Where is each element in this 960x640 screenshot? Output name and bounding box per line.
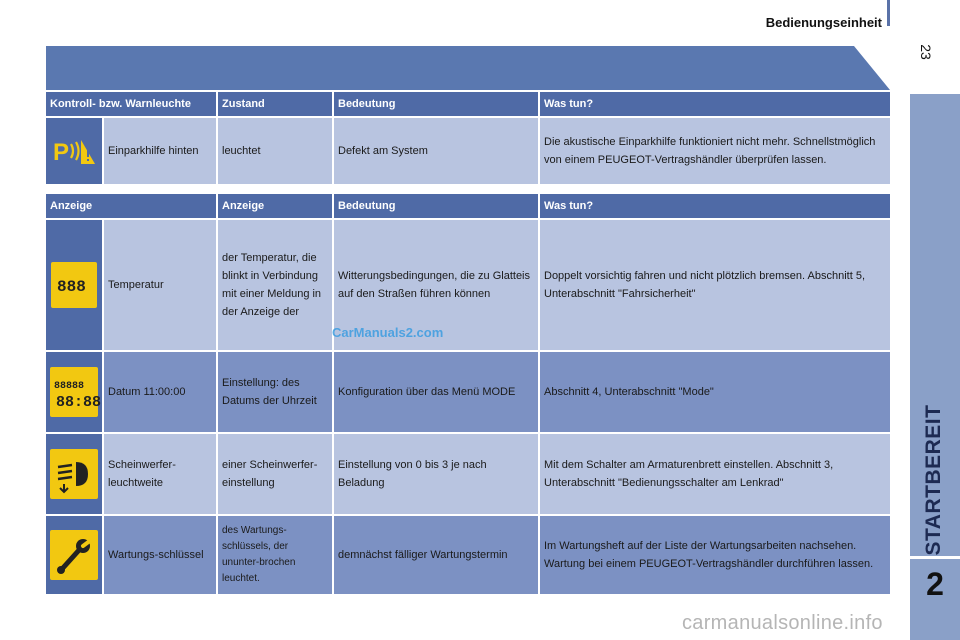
table1-header-row [46,92,890,116]
section-number: 2 [926,566,944,602]
row-label: Einparkhilfe hinten [104,118,218,184]
svg-text:88:88: 88:88 [56,394,102,411]
table-row [46,220,890,350]
row-state: Einstellung: des Datums der Uhrzeit [218,352,334,432]
table2-header-row [46,194,890,218]
row-meaning: Defekt am System [334,118,540,184]
table2-header-col-3: Bedeutung [334,194,540,218]
date-time-display-icon [50,367,102,417]
row-label: Wartungs-schlüssel [104,516,218,594]
svg-text:88888: 88888 [54,381,85,392]
row-action: Im Wartungsheft auf der Liste der Wartungsarbeiten nachsehen. Wartung bei einem PEUGEOT-Vertragshändler durchführen lassen. [540,516,890,594]
tab-divider [910,556,960,559]
table-row [46,434,890,514]
svg-text:888: 888 [57,278,86,296]
row-state: der Temperatur, die blinkt in Verbindung mit einer Meldung in der Anzeige der [218,220,334,350]
row-state: des Wartungs-schlüssels, der ununter-brochen leuchtet. [218,516,334,594]
header-rule [887,0,890,26]
row-action: Doppelt vorsichtig fahren und nicht plötzlich bremsen. Abschnitt 5, Unterabschnitt "Fahrsicherheit" [540,220,890,350]
table1-header-col-1: Kontroll- bzw. Warnleuchte [46,92,218,116]
icon-cell [46,434,104,514]
parking-sensor-icon [51,134,97,168]
table1-header-col-2: Zustand [218,92,334,116]
table-row [46,352,890,432]
table-row [46,118,890,184]
temperature-display-icon [51,262,97,308]
icon-cell [46,352,104,432]
row-state: leuchtet [218,118,334,184]
icon-cell [46,118,104,184]
table1-header-col-4: Was tun? [540,92,890,116]
page-header-title: Bedienungseinheit [765,15,882,30]
table2-header-col-1: Anzeige [46,194,218,218]
row-state: einer Scheinwerfer-einstellung [218,434,334,514]
table-row [46,516,890,594]
row-action: Die akustische Einparkhilfe funktioniert nicht mehr. Schnellstmöglich von einem PEUGEOT-Vertragshändler überprüfen lassen. [540,118,890,184]
icon-cell [46,516,104,594]
page-number: 23 [918,44,934,60]
row-label: Datum 11:00:00 [104,352,218,432]
row-meaning: demnächst fälliger Wartungstermin [334,516,540,594]
row-meaning: Konfiguration über das Menü MODE [334,352,540,432]
svg-text:P: P [53,139,70,166]
table1-header-col-3: Bedeutung [334,92,540,116]
site-watermark: CarManuals2.com [332,325,444,340]
footer-watermark: carmanualsonline.info [682,612,883,634]
section-banner [46,46,890,90]
row-meaning: Einstellung von 0 bis 3 je nach Beladung [334,434,540,514]
row-meaning: Witterungsbedingungen, die zu Glatteis auf den Straßen führen können [334,220,540,350]
row-label: Scheinwerfer-leuchtweite [104,434,218,514]
icon-cell [46,220,104,350]
table2-header-col-4: Was tun? [540,194,890,218]
headlamp-leveling-icon [50,449,98,499]
wrench-icon [50,530,98,580]
table2-header-col-2: Anzeige [218,194,334,218]
row-label: Temperatur [104,220,218,350]
row-action: Mit dem Schalter am Armaturenbrett einstellen. Abschnitt 3, Unterabschnitt "Bedienungsschalter am Lenkrad" [540,434,890,514]
row-action: Abschnitt 4, Unterabschnitt "Mode" [540,352,890,432]
section-label: STARTBEREIT [922,404,945,556]
